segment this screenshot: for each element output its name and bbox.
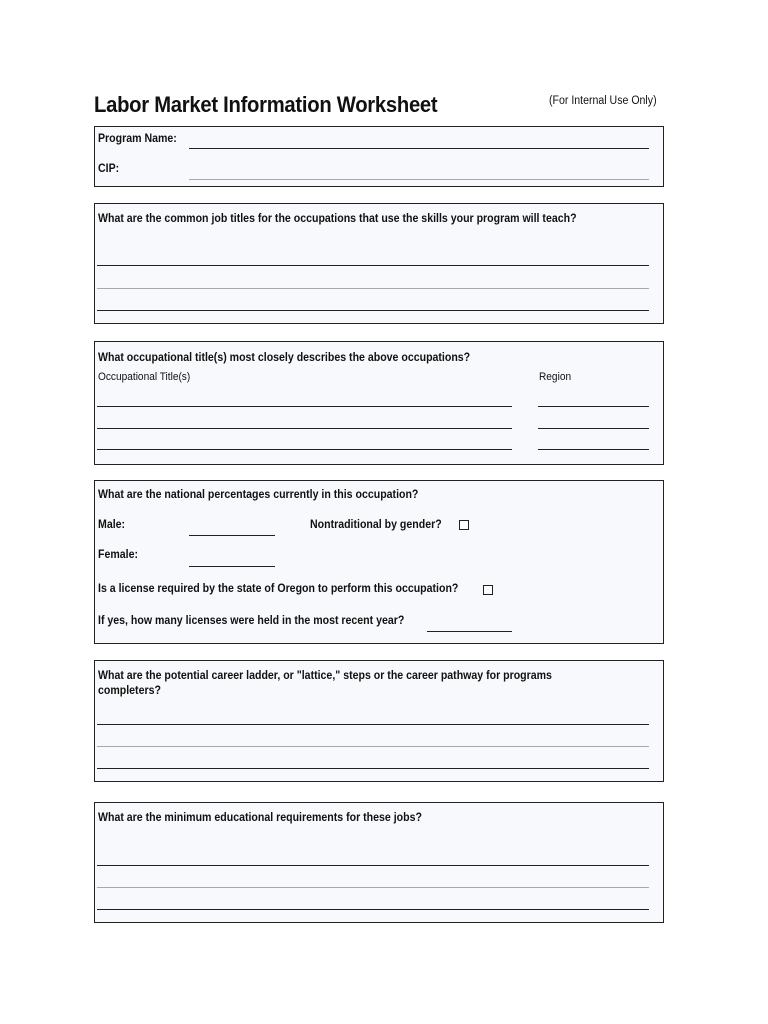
occupational-titles-section [94,341,664,465]
education-answer-line-1[interactable] [97,865,649,866]
career-ladder-answer-line-1[interactable] [97,724,649,725]
career-ladder-question-line-2: completers? [98,685,161,697]
occupational-title-line-2[interactable] [97,428,512,429]
male-percentage-field[interactable] [189,535,275,536]
career-ladder-answer-line-3[interactable] [97,768,649,769]
job-titles-question: What are the common job titles for the occupations that use the skills your program will teach? [98,213,577,225]
job-titles-answer-line-1[interactable] [97,265,649,266]
occupational-title-column-header: Occupational Title(s) [98,371,191,383]
program-section [94,126,664,187]
job-titles-answer-line-2[interactable] [97,288,649,289]
license-required-checkbox[interactable] [483,585,493,595]
cip-field[interactable] [189,179,649,180]
female-percentage-field[interactable] [189,566,275,567]
region-column-header: Region [539,371,572,383]
career-ladder-section [94,660,664,782]
nontraditional-checkbox[interactable] [459,520,469,530]
female-label: Female: [98,549,138,561]
licenses-held-label: If yes, how many licenses were held in the most recent year? [98,615,405,627]
license-required-label: Is a license required by the state of Oregon to perform this occupation? [98,583,459,595]
job-titles-section [94,203,664,324]
education-answer-line-2[interactable] [97,887,649,888]
internal-use-note: (For Internal Use Only) [549,95,657,107]
career-ladder-question-line-1: What are the potential career ladder, or "lattice," steps or the career pathway for programs [98,670,552,682]
occupational-title-line-3[interactable] [97,449,512,450]
region-line-3[interactable] [538,449,649,450]
education-section [94,802,664,923]
education-answer-line-3[interactable] [97,909,649,910]
occupational-title-line-1[interactable] [97,406,512,407]
region-line-2[interactable] [538,428,649,429]
program-name-label: Program Name: [98,133,177,145]
page-title: Labor Market Information Worksheet [94,92,438,117]
program-name-field[interactable] [189,148,649,149]
job-titles-answer-line-3[interactable] [97,310,649,311]
nontraditional-label: Nontraditional by gender? [310,519,442,531]
licenses-held-field[interactable] [427,631,512,632]
region-line-1[interactable] [538,406,649,407]
occupational-titles-question: What occupational title(s) most closely describes the above occupations? [98,352,471,364]
percentages-section [94,480,664,644]
percentages-question: What are the national percentages currently in this occupation? [98,489,419,501]
education-question: What are the minimum educational requirements for these jobs? [98,812,422,824]
career-ladder-answer-line-2[interactable] [97,746,649,747]
cip-label: CIP: [98,163,120,175]
male-label: Male: [98,519,126,531]
